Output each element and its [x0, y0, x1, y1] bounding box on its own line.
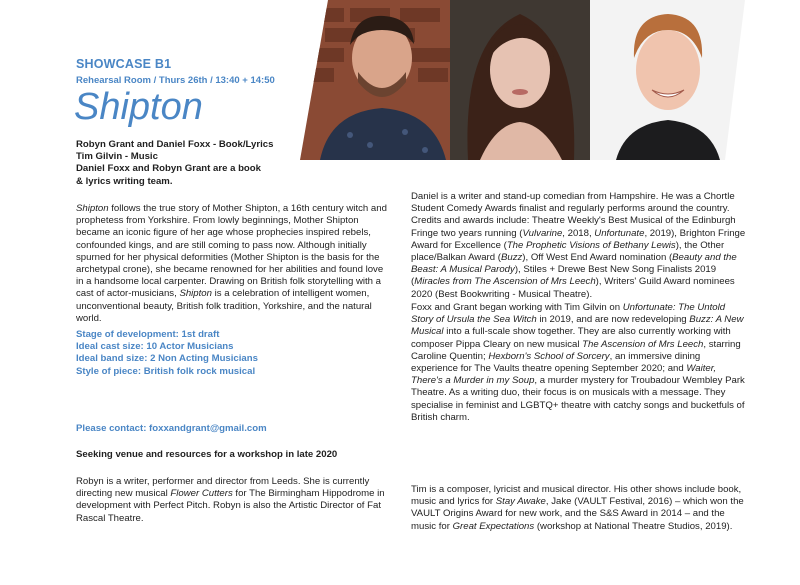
daniel-bio: Daniel is a writer and stand-up comedian from Hampshire. He was a Chortle Student Comedy Awards finalist and regularly performs around the country. Credits and awards include: Theatre Weekly's Best Musical of the Edinburgh Fringe two years running (Vulvarine, 2018, Unfortunate, 2019), Brighton Fringe Award for Excellence (The Prophetic Visions of Bethany Lewis), the Other place/Balkan Award (Buzz), Off West End Award nomination (Beauty and the Beast: A Musical Parody), Stiles + Drewe Best New Song Finalists 2019 (Miracles from The Ascension of Mrs Leech), Writers' Guild Award nominees 2020 (Best Bookwriting - Musical Theatre).	[411, 191, 746, 300]
credit-line: Tim Gilvin - Music	[76, 151, 158, 163]
page-title: Shipton	[74, 86, 203, 128]
spec-line: Stage of development: 1st draft	[76, 329, 220, 340]
spec-line: Style of piece: British folk rock musical	[76, 365, 256, 377]
tim-bio: Tim is a composer, lyricist and musical director. His other shows include book, music and lyrics for Stay Awake, Jake (VAULT Festival, 2016) – which won the VAULT Origins Award for new work, and the S&S Award in 2014 – and the music for Great Expectations (workshop at National Theatre Studios, 2019).	[411, 484, 744, 532]
foxx-grant-bio: Foxx and Grant began working with Tim Gilvin on Unfortunate: The Untold Story of Ursula the Sea Witch in 2019, and are now redeveloping Buzz: A New Musical into a full-scale show together. They are also currently working with composer Pippa Cleary on new musical The Ascension of Mrs Leech, starring Caroline Quentin; Hexborn's School of Sorcery, an immersive dining experience for The Vaults theatre opening September 2020; and Waiter, There's a Murder in my Soup, a murder mystery for Troubadour Wembley Park Theatre. As a writing duo, their focus is on musicals with a message. They specialise in feminist and LGBTQ+ theatre with catchy songs and bucketfuls of British charm.	[411, 302, 745, 423]
synopsis-paragraph: Shipton follows the true story of Mother Shipton, a 16th century witch and prophetess from Yorkshire. From lowly beginnings, Mother Shipton became an iconic figure of her age whose prophecies inspired rebels, confounded kings, and are still coming to pass now. Although initially spurned for her physical deformities (Mother Shipton is the basis for the archetypal crone), she became renowned for her abilities and found love in a handsome local carpenter. Drawing on British folk storytelling with a cast of actor-musicians, Shipton is a celebration of intelligent women, unconventional beauty, British folk tradition, Yorkshire, and the natural world.	[76, 203, 387, 324]
credit-line: & lyrics writing team.	[76, 175, 173, 187]
credit-line: Robyn Grant and Daniel Foxx - Book/Lyrics	[76, 139, 274, 150]
session-info: Rehearsal Room / Thurs 26th / 13:40 + 14:50	[76, 75, 275, 86]
photo-daniel-foxx	[300, 0, 450, 160]
credit-line: Daniel Foxx and Robyn Grant are a book	[76, 163, 261, 175]
seeking-line: Seeking venue and resources for a workshop in late 2020	[76, 449, 338, 460]
robyn-bio: Robyn is a writer, performer and director from Leeds. She is currently directing new musical Flower Cutters for The Birmingham Hippodrome in development with Perfect Pitch. Robyn is also the Artistic Director of Fat Rascal Theatre.	[76, 476, 385, 524]
photo-tim-gilvin	[590, 0, 745, 160]
photo-strip	[300, 0, 745, 160]
spec-line: Ideal cast size: 10 Actor Musicians	[76, 341, 234, 353]
showcase-label: SHOWCASE B1	[76, 57, 172, 71]
contact-line: Please contact: foxxandgrant@gmail.com	[76, 423, 267, 434]
spec-line: Ideal band size: 2 Non Acting Musicians	[76, 353, 258, 365]
specs-block	[76, 329, 391, 378]
photo-robyn-grant	[450, 0, 590, 160]
credits-block	[76, 139, 391, 188]
